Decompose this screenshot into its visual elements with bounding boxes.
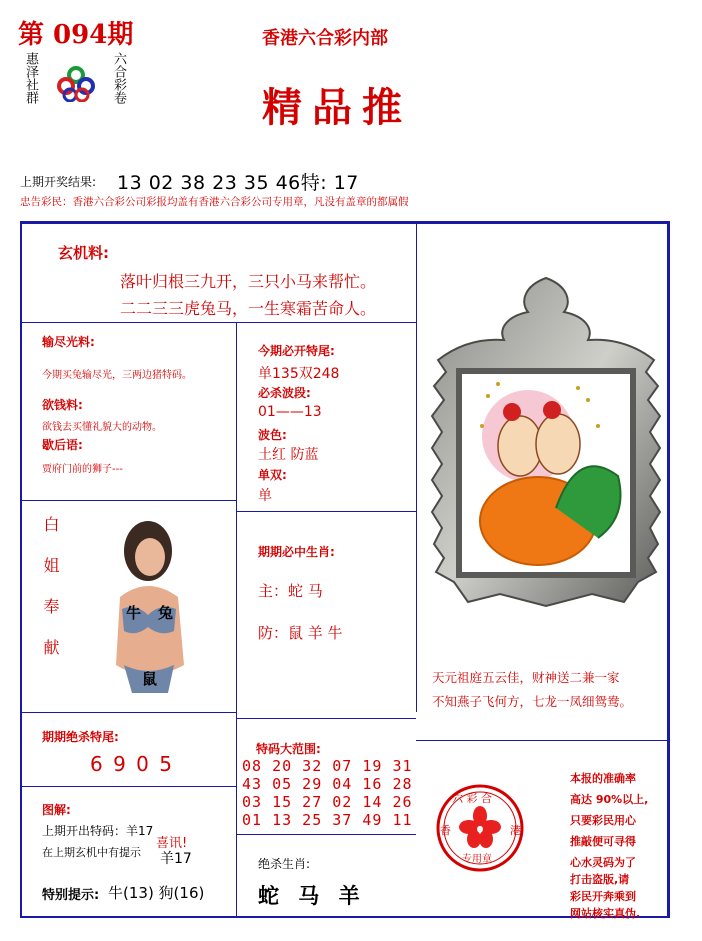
tema-range-row-4: 01 13 25 37 49 11 xyxy=(242,811,413,829)
jueshai-sx-label: 绝杀生肖: xyxy=(258,857,311,871)
tebie-label: 特别提示: xyxy=(42,888,100,903)
tujie-yang: 羊17 xyxy=(160,851,192,867)
yuqian-text: 欲钱去买懂礼貌大的动物。 xyxy=(42,422,162,433)
shengxiao-main: 主：蛇 马 xyxy=(258,582,323,600)
jueshai-value: 6 9 0 5 xyxy=(90,752,174,776)
tebie-value: 牛(13) 狗(16) xyxy=(108,884,205,902)
seal-bottom: 专用章 xyxy=(462,854,492,865)
last-result-numbers: 13 02 38 23 35 46特: 17 xyxy=(117,172,359,194)
bosha-label: 必杀波段: xyxy=(258,386,311,400)
top-title: 香港六合彩内部 xyxy=(262,28,388,49)
seal-top: 六 彩 合 xyxy=(452,792,492,805)
accuracy-line-8: 网站核实真伪. xyxy=(570,907,641,920)
lottery-logo-icon xyxy=(56,66,96,102)
accuracy-line-1: 本报的准确率 xyxy=(570,772,636,785)
divider-right-col xyxy=(416,222,417,712)
tema-label: 今期必开特尾: xyxy=(258,344,335,358)
xuanji-label: 玄机料: xyxy=(58,244,109,262)
divider-center-low xyxy=(236,718,416,719)
lady-overlay-tu: 兔 xyxy=(158,604,174,622)
issue-number: 第 094期 xyxy=(18,20,134,50)
tujie-line2: 在上期玄机中有提示 xyxy=(42,846,141,859)
divider-right-low xyxy=(416,740,667,741)
danshuang-label: 单双: xyxy=(258,468,287,482)
accuracy-line-5: 心水灵码为了 xyxy=(570,856,636,869)
accuracy-line-2: 高达 90%以上, xyxy=(570,793,649,806)
lady-overlay-shu: 鼠 xyxy=(142,670,158,688)
tujie-label: 图解: xyxy=(42,803,71,817)
yuqian-label: 欲钱料: xyxy=(42,398,83,412)
tema-range-row-3: 03 15 27 02 14 26 xyxy=(242,793,413,811)
shujin-text: 今期买兔输尽光，三两边猪特码。 xyxy=(42,370,192,381)
bose-label: 波色: xyxy=(258,428,287,442)
frame-right xyxy=(667,221,670,918)
xuanji-line1: 落叶归根三九开，三只小马来帮忙。 xyxy=(120,272,377,291)
last-result-label: 上期开奖结果: xyxy=(20,175,97,189)
danshuang-value: 单 xyxy=(258,488,272,504)
tujie-line1: 上期开出特码：羊17 xyxy=(42,824,154,838)
xuanji-line2: 二二三三虎兔马，一生寒霜苦命人。 xyxy=(120,299,377,318)
accuracy-line-4: 推敲便可寻得 xyxy=(570,835,636,848)
tema-range-row-2: 43 05 29 04 16 28 xyxy=(242,775,413,793)
frame-left xyxy=(20,221,22,918)
shengxiao-label: 期期必中生肖: xyxy=(258,545,335,559)
shengxiao-fang: 防：鼠 羊 牛 xyxy=(258,624,343,642)
xiehouyu-text: 贾府门前的狮子--- xyxy=(42,464,123,475)
logo-right-text: 六合彩卷 xyxy=(111,52,126,104)
main-title: 精品推 xyxy=(262,84,412,131)
shujin-label: 输尽光料: xyxy=(42,335,95,349)
seal-left: 香 xyxy=(440,824,451,837)
divider-center-bottom xyxy=(236,834,416,835)
divider-left-low xyxy=(22,712,236,713)
notice-text: 忠告彩民：香港六合彩公司彩报均盖有香港六合彩公司专用章，凡没有盖章的都属假 xyxy=(20,196,409,208)
accuracy-line-6: 打击盗版,请 xyxy=(570,873,630,886)
accuracy-line-7: 彩民开奔乘到 xyxy=(570,890,636,903)
divider-center-mid xyxy=(236,511,416,512)
poem-line2: 不知燕子飞何方，七龙一凤细鸳鸯。 xyxy=(432,694,633,709)
divider-left-bottom xyxy=(22,786,236,787)
tujie-xixun: 喜讯! xyxy=(156,836,188,851)
bosha-value: 01——13 xyxy=(258,404,322,420)
accuracy-line-3: 只要彩民用心 xyxy=(570,814,636,827)
tema-range-row-1: 08 20 32 07 19 31 xyxy=(242,757,413,775)
tema-range-label: 特码大范围: xyxy=(256,742,321,756)
poem-line1: 天元祖庭五云佳，财神送二兼一家 xyxy=(432,670,620,685)
jueshai-sx-value: 蛇 马 羊 xyxy=(258,884,366,908)
logo-left-text: 惠泽社群 xyxy=(23,52,38,104)
bose-value: 土红 防蓝 xyxy=(258,447,319,463)
jueshai-label: 期期绝杀特尾: xyxy=(42,730,119,744)
lady-vertical-text: 白姐奉献 xyxy=(41,516,60,680)
tema-value: 单135双248 xyxy=(258,366,340,382)
frame-top xyxy=(20,221,670,224)
divider-center-col xyxy=(236,322,237,916)
seal-right: 港 xyxy=(510,824,521,837)
divider-left-mid xyxy=(22,500,236,501)
ornate-frame-picture xyxy=(428,276,664,610)
divider-xuanji xyxy=(22,322,416,323)
xiehouyu-label: 歇后语: xyxy=(42,438,83,452)
lady-overlay-niu: 牛 xyxy=(126,604,142,622)
